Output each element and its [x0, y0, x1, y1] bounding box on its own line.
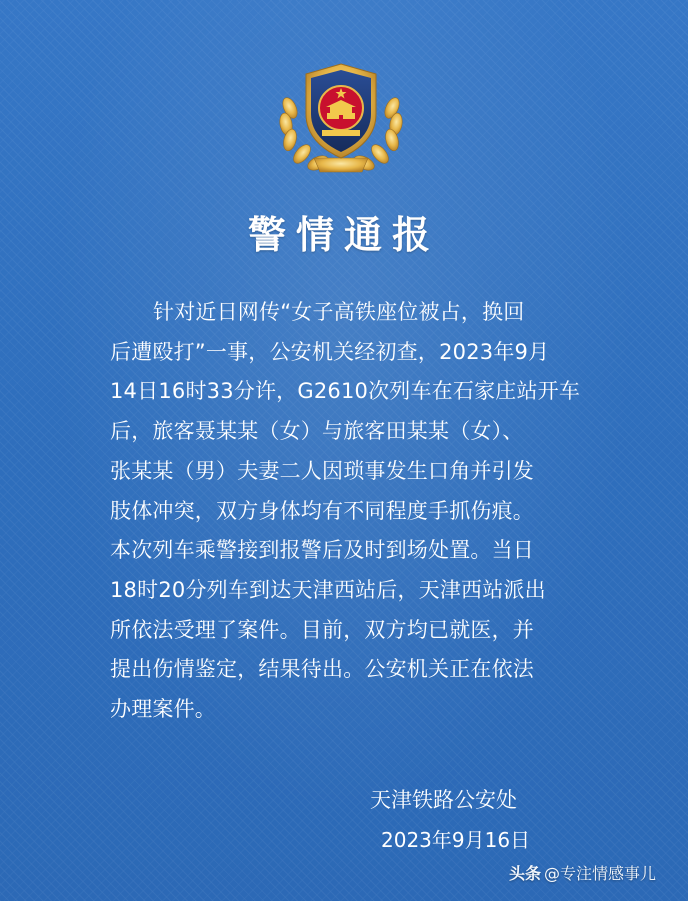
body-line: 18时20分列车到达天津西站后，天津西站派出 — [110, 577, 546, 602]
body-line: 14日16时33分许，G2610次列车在石家庄站开车 — [110, 379, 581, 404]
notice-title: 警情通报 — [247, 212, 440, 257]
body-line: 张某某（男）夫妻二人因琐事发生口角并引发 — [110, 458, 534, 483]
body-line: 针对近日网传“女子高铁座位被占，换回 — [153, 300, 525, 324]
body-line: 后，旅客聂某某（女）与旅客田某某（女）、 — [110, 419, 524, 444]
notice-body — [110, 293, 590, 730]
police-emblem-icon — [276, 58, 406, 178]
watermark-handle: @专注情感事儿 — [544, 864, 657, 883]
body-line: 所依法受理了案件。目前，双方均已就医，并 — [110, 617, 534, 642]
body-line: 办理案件。 — [110, 697, 216, 722]
body-line: 后遭殴打”一事，公安机关经初查，2023年9月 — [110, 339, 550, 364]
body-line: 本次列车乘警接到报警后及时到场处置。当日 — [110, 538, 534, 563]
issue-date: 2023年9月16日 — [381, 828, 531, 852]
watermark-brand: 头条 — [509, 864, 542, 883]
body-line: 肢体冲突，双方身体均有不同程度手抓伤痕。 — [110, 498, 534, 523]
issuer-signature: 天津铁路公安处 — [370, 788, 517, 812]
source-watermark — [509, 862, 656, 886]
body-line: 提出伤情鉴定，结果待出。公安机关正在依法 — [110, 657, 534, 682]
